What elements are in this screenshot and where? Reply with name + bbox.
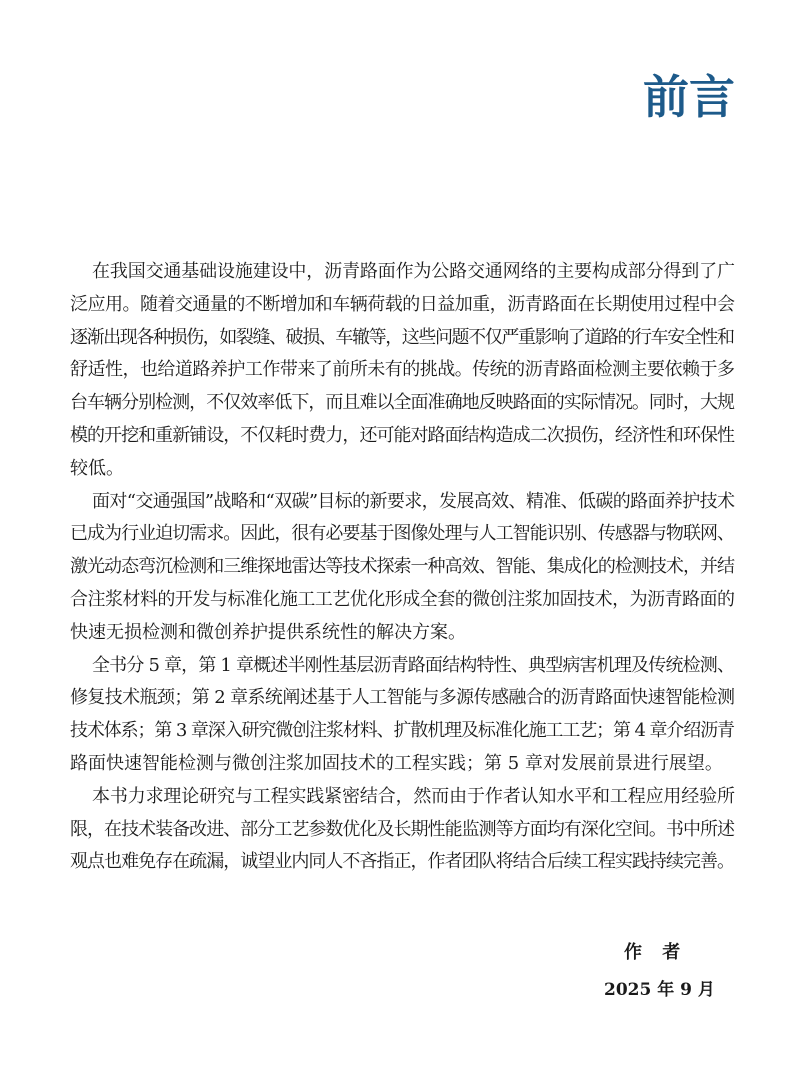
text-line: 泛应用。随着交通量的不断增加和车辆荷载的日益加重，沥青路面在长期使用过程中会	[70, 293, 735, 315]
text-line: 限，在技术装备改进、部分工艺参数优化及长期性能监测等方面均有深化空间。书中所述	[70, 818, 735, 840]
text-line: 激光动态弯沉检测和三维探地雷达等技术探索一种高效、智能、集成化的检测技术，并结	[70, 556, 735, 578]
text-line: 在我国交通基础设施建设中，沥青路面作为公路交通网络的主要构成部分得到了广	[92, 261, 735, 282]
text-line: 模的开挖和重新铺设，不仅耗时费力，还可能对路面结构造成二次损伤，经济性和环保性	[70, 424, 735, 446]
page-title: 前言	[643, 70, 735, 124]
line-row	[70, 551, 735, 584]
paragraph-4	[70, 781, 735, 879]
text-line: 逐渐出现各种损伤，如裂缝、破损、车辙等，这些问题不仅严重影响了道路的行车安全性和	[70, 326, 734, 348]
text-line: 台车辆分别检测，不仅效率低下，而且难以全面准确地反映路面的实际情况。同时，大规	[70, 392, 735, 414]
line-row	[70, 256, 735, 289]
line-row	[70, 682, 735, 715]
line-row	[70, 518, 735, 551]
paragraph-3	[70, 650, 735, 781]
text-line: 较低。	[70, 457, 124, 479]
text-line: 全书分 5 章，第 1 章概述半刚性基层沥青路面结构特性、典型病害机理及传统检测、	[92, 654, 735, 676]
line-row	[70, 814, 735, 847]
line-row	[70, 617, 735, 650]
paragraph-2	[70, 486, 735, 650]
body-text	[70, 256, 735, 879]
text-line: 舒适性，也给道路养护工作带来了前所未有的挑战。传统的沥青路面检测主要依赖于多	[70, 359, 735, 381]
text-line: 面对“交通强国”战略和“双碳”目标的新要求，发展高效、精准、低碳的路面养护技术	[92, 490, 735, 512]
line-row	[70, 715, 735, 748]
signature-date: 2025 年 9 月	[604, 980, 715, 1000]
text-line: 观点也难免存在疏漏，诚望业内同人不吝指正，作者团队将结合后续工程实践持续完善。	[70, 851, 735, 873]
line-row	[70, 748, 735, 781]
text-line: 本书力求理论研究与工程实践紧密结合，然而由于作者认知水平和工程应用经验所	[92, 785, 735, 807]
line-row	[70, 453, 735, 486]
line-row	[70, 846, 735, 879]
text-line: 修复技术瓶颈；第 2 章系统阐述基于人工智能与多源传感融合的沥青路面快速智能检测	[70, 687, 735, 709]
text-line: 技术体系；第 3 章深入研究微创注浆材料、扩散机理及标准化施工工艺；第 4 章介绍沥青	[70, 720, 734, 742]
paragraph-1	[70, 256, 735, 486]
line-row	[70, 354, 735, 387]
signature-author: 作 者	[624, 942, 681, 963]
line-row	[70, 781, 735, 814]
text-line: 快速无损检测和微创养护提供系统性的解决方案。	[70, 621, 466, 643]
line-row	[70, 387, 735, 420]
line-row	[70, 420, 735, 453]
text-line: 路面快速智能检测与微创注浆加固技术的工程实践；第 5 章对发展前景进行展望。	[70, 752, 723, 774]
line-row	[70, 584, 735, 617]
line-row	[70, 289, 735, 322]
line-row	[70, 650, 735, 683]
text-line: 合注浆材料的开发与标准化施工工艺优化形成全套的微创注浆加固技术，为沥青路面的	[70, 588, 735, 610]
line-row	[70, 322, 735, 355]
text-line: 已成为行业迫切需求。因此，很有必要基于图像处理与人工智能识别、传感器与物联网、	[70, 523, 735, 545]
line-row	[70, 486, 735, 519]
